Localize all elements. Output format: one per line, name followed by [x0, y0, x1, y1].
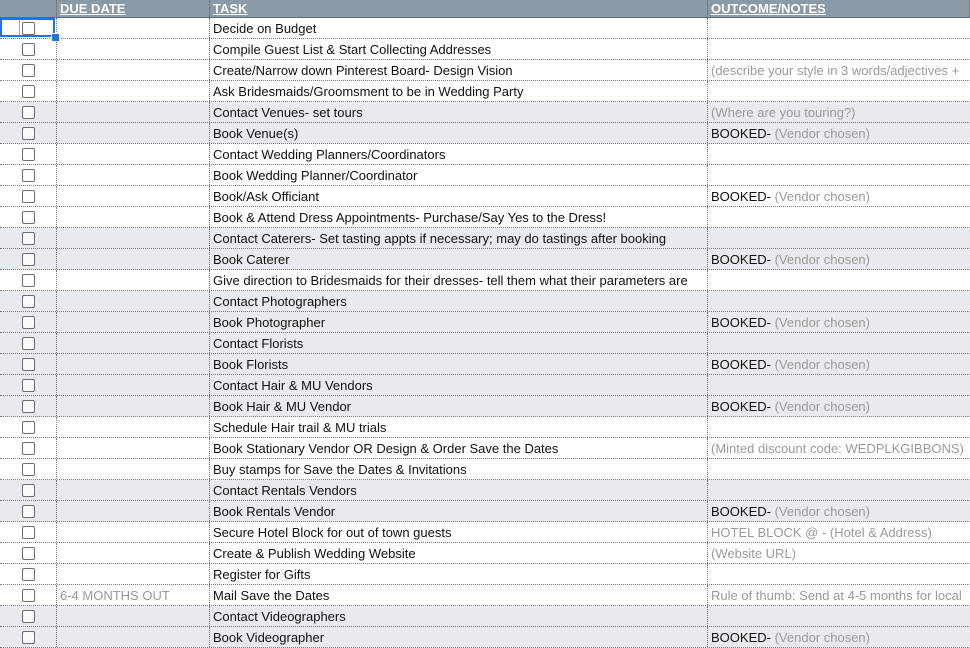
table-row — [0, 522, 970, 543]
table-row — [0, 333, 970, 354]
due-date-cell[interactable] — [57, 564, 210, 584]
table-row — [0, 627, 970, 648]
table-row — [0, 564, 970, 585]
notes-content — [711, 315, 870, 330]
table-row — [0, 396, 970, 417]
notes-cell[interactable] — [708, 627, 970, 647]
task-cell[interactable]: Book Wedding Planner/Coordinator — [210, 165, 708, 185]
notes-cell[interactable] — [708, 333, 970, 353]
header-task[interactable] — [210, 0, 708, 17]
due-date-cell[interactable] — [57, 480, 210, 500]
note-text: (Vendor chosen) — [774, 398, 870, 414]
notes-cell[interactable] — [708, 396, 970, 416]
due-date-cell[interactable] — [57, 438, 210, 458]
header-due-date[interactable] — [57, 0, 210, 17]
notes-content — [711, 525, 932, 540]
checkbox-cell[interactable] — [0, 417, 57, 437]
task-cell[interactable]: Give direction to Bridesmaids for their dresses- tell them what their parameters are — [210, 270, 708, 290]
table-row — [0, 186, 970, 207]
notes-cell[interactable] — [708, 438, 970, 458]
task-checkbox[interactable] — [22, 442, 35, 455]
task-cell[interactable]: Contact Hair & MU Vendors — [210, 375, 708, 395]
task-rows — [0, 18, 970, 648]
due-date-cell[interactable] — [57, 60, 210, 80]
task-cell[interactable]: Book Venue(s) — [210, 123, 708, 143]
due-date-cell[interactable] — [57, 375, 210, 395]
table-row — [0, 375, 970, 396]
task-checkbox[interactable] — [22, 631, 35, 644]
task-checkbox[interactable] — [22, 568, 35, 581]
task-checkbox[interactable] — [22, 211, 35, 224]
checkbox-cell[interactable] — [0, 312, 57, 332]
booked-label: BOOKED- — [711, 188, 771, 204]
due-date-cell[interactable] — [57, 270, 210, 290]
due-date-cell[interactable] — [57, 102, 210, 122]
table-row — [0, 501, 970, 522]
table-row — [0, 165, 970, 186]
notes-cell[interactable] — [708, 375, 970, 395]
note-text: (Vendor chosen) — [774, 251, 870, 267]
task-cell[interactable]: Register for Gifts — [210, 564, 708, 584]
table-row — [0, 18, 970, 39]
note-text: (Website URL) — [711, 545, 797, 561]
table-row — [0, 543, 970, 564]
table-row — [0, 417, 970, 438]
checkbox-cell[interactable] — [0, 459, 57, 479]
note-text: Rule of thumb: Send at 4-5 months for local — [711, 587, 962, 603]
due-date-cell[interactable] — [57, 417, 210, 437]
notes-cell[interactable] — [708, 165, 970, 185]
note-text: (describe your style in 3 words/adjectives + — [711, 62, 960, 78]
checkbox-cell[interactable] — [0, 354, 57, 374]
table-row — [0, 123, 970, 144]
checkbox-cell[interactable] — [0, 123, 57, 143]
due-date-cell[interactable] — [57, 627, 210, 647]
task-checkbox[interactable] — [22, 295, 35, 308]
notes-cell[interactable] — [708, 39, 970, 59]
checkbox-cell[interactable] — [0, 60, 57, 80]
booked-label: BOOKED- — [711, 251, 771, 267]
checkbox-cell[interactable] — [0, 39, 57, 59]
task-cell[interactable]: Contact Florists — [210, 333, 708, 353]
notes-cell[interactable] — [708, 480, 970, 500]
due-date-cell[interactable] — [57, 228, 210, 248]
notes-cell[interactable] — [708, 417, 970, 437]
task-cell[interactable]: Ask Bridesmaids/Groomsment to be in Wedding Party — [210, 81, 708, 101]
checkbox-cell[interactable] — [0, 81, 57, 101]
notes-cell[interactable] — [708, 123, 970, 143]
due-date-cell[interactable] — [57, 249, 210, 269]
booked-label: BOOKED- — [711, 503, 771, 519]
task-checkbox[interactable] — [22, 610, 35, 623]
notes-content — [711, 126, 870, 141]
task-cell[interactable]: Contact Photographers — [210, 291, 708, 311]
task-checkbox[interactable] — [22, 253, 35, 266]
task-checkbox[interactable] — [22, 232, 35, 245]
notes-cell[interactable] — [708, 501, 970, 521]
task-checkbox[interactable] — [22, 379, 35, 392]
checkbox-cell[interactable] — [0, 270, 57, 290]
task-checkbox[interactable] — [22, 589, 35, 602]
task-cell[interactable]: Mail Save the Dates — [210, 585, 708, 605]
task-cell[interactable]: Book/Ask Officiant — [210, 186, 708, 206]
notes-content — [711, 399, 870, 414]
table-row — [0, 102, 970, 123]
task-checkbox[interactable] — [22, 337, 35, 350]
header-task-label: TASK — [213, 1, 248, 16]
due-date-cell[interactable] — [57, 18, 210, 38]
booked-label: BOOKED- — [711, 314, 771, 330]
table-row — [0, 291, 970, 312]
notes-cell[interactable] — [708, 564, 970, 584]
checkbox-cell[interactable] — [0, 627, 57, 647]
checkbox-cell[interactable] — [0, 249, 57, 269]
notes-cell[interactable] — [708, 81, 970, 101]
note-text: (Minted discount code: WEDPLKGIBBONS) — [711, 440, 964, 456]
checkbox-cell[interactable] — [0, 207, 57, 227]
notes-cell[interactable] — [708, 459, 970, 479]
table-row — [0, 39, 970, 60]
note-text: (Vendor chosen) — [774, 125, 870, 141]
task-checkbox[interactable] — [22, 106, 35, 119]
checkbox-cell[interactable] — [0, 228, 57, 248]
notes-cell[interactable] — [708, 186, 970, 206]
due-date-cell[interactable] — [57, 459, 210, 479]
notes-cell[interactable] — [708, 228, 970, 248]
table-row — [0, 606, 970, 627]
task-checkbox[interactable] — [22, 547, 35, 560]
task-cell[interactable]: Book Florists — [210, 354, 708, 374]
task-checkbox[interactable] — [22, 190, 35, 203]
task-checkbox[interactable] — [22, 400, 35, 413]
note-text: HOTEL BLOCK @ - (Hotel & Address) — [711, 524, 932, 540]
header-due-date-label: DUE DATE — [60, 1, 126, 16]
checkbox-cell[interactable] — [0, 333, 57, 353]
notes-cell[interactable] — [708, 543, 970, 563]
table-row — [0, 81, 970, 102]
task-cell[interactable]: Contact Venues- set tours — [210, 102, 708, 122]
notes-cell[interactable] — [708, 249, 970, 269]
due-date-cell[interactable] — [57, 144, 210, 164]
due-date-cell[interactable] — [57, 543, 210, 563]
due-date-cell[interactable] — [57, 165, 210, 185]
fill-handle[interactable] — [51, 33, 60, 42]
note-text: (Where are you touring?) — [711, 104, 856, 120]
due-date-cell[interactable] — [57, 312, 210, 332]
task-checkbox[interactable] — [22, 358, 35, 371]
checkbox-cell[interactable] — [0, 606, 57, 626]
checkbox-cell[interactable] — [0, 438, 57, 458]
table-row — [0, 60, 970, 81]
task-cell[interactable]: Book & Attend Dress Appointments- Purchase/Say Yes to the Dress! — [210, 207, 708, 227]
task-checkbox[interactable] — [22, 85, 35, 98]
note-text: (Vendor chosen) — [774, 503, 870, 519]
cell-divider — [19, 20, 20, 35]
checkbox-cell[interactable] — [0, 585, 57, 605]
booked-label: BOOKED- — [711, 629, 771, 645]
checkbox-cell[interactable] — [0, 522, 57, 542]
table-row — [0, 312, 970, 333]
task-checkbox[interactable] — [22, 148, 35, 161]
notes-cell[interactable] — [708, 354, 970, 374]
notes-content — [711, 63, 959, 78]
due-date-cell[interactable] — [57, 396, 210, 416]
task-cell[interactable]: Book Stationary Vendor OR Design & Order Save the Dates — [210, 438, 708, 458]
task-checkbox[interactable] — [22, 64, 35, 77]
due-date-cell[interactable] — [57, 291, 210, 311]
notes-cell[interactable] — [708, 18, 970, 38]
table-row — [0, 585, 970, 606]
task-checkbox[interactable] — [22, 274, 35, 287]
checkbox-cell[interactable] — [0, 396, 57, 416]
notes-cell[interactable] — [708, 102, 970, 122]
booked-label: BOOKED- — [711, 398, 771, 414]
task-cell[interactable]: Buy stamps for Save the Dates & Invitations — [210, 459, 708, 479]
due-date-cell[interactable]: 6-4 MONTHS OUT — [57, 585, 210, 605]
due-date-cell[interactable] — [57, 81, 210, 101]
task-cell[interactable]: Schedule Hair trail & MU trials — [210, 417, 708, 437]
checkbox-cell[interactable] — [0, 165, 57, 185]
due-date-cell[interactable] — [57, 207, 210, 227]
header-outcome-notes-label: OUTCOME/NOTES — [711, 1, 826, 16]
notes-content — [711, 588, 962, 603]
notes-cell[interactable] — [708, 585, 970, 605]
notes-cell[interactable] — [708, 291, 970, 311]
table-row — [0, 438, 970, 459]
checkbox-cell[interactable] — [0, 375, 57, 395]
notes-cell[interactable] — [708, 207, 970, 227]
notes-cell[interactable] — [708, 312, 970, 332]
task-cell[interactable]: Book Videographer — [210, 627, 708, 647]
task-cell[interactable]: Compile Guest List & Start Collecting Addresses — [210, 39, 708, 59]
note-text: (Vendor chosen) — [774, 314, 870, 330]
due-date-cell[interactable] — [57, 606, 210, 626]
notes-cell[interactable] — [708, 60, 970, 80]
note-text: (Vendor chosen) — [774, 356, 870, 372]
notes-content — [711, 252, 870, 267]
note-text: (Vendor chosen) — [774, 188, 870, 204]
table-row — [0, 459, 970, 480]
table-row — [0, 480, 970, 501]
task-checkbox[interactable] — [22, 127, 35, 140]
task-cell[interactable]: Create/Narrow down Pinterest Board- Design Vision — [210, 60, 708, 80]
notes-content — [711, 189, 870, 204]
due-date-cell[interactable] — [57, 501, 210, 521]
booked-label: BOOKED- — [711, 125, 771, 141]
task-cell[interactable]: Decide on Budget — [210, 18, 708, 38]
checkbox-cell[interactable] — [0, 102, 57, 122]
task-cell[interactable]: Create & Publish Wedding Website — [210, 543, 708, 563]
checkbox-cell[interactable] — [0, 144, 57, 164]
checkbox-cell[interactable] — [0, 564, 57, 584]
task-checkbox[interactable] — [22, 421, 35, 434]
checkbox-cell[interactable] — [0, 18, 57, 38]
header-checkbox-cell[interactable] — [0, 0, 57, 17]
table-row — [0, 249, 970, 270]
note-text: (Vendor chosen) — [774, 629, 870, 645]
due-date-cell[interactable] — [57, 522, 210, 542]
task-cell[interactable]: Secure Hotel Block for out of town guests — [210, 522, 708, 542]
checkbox-cell[interactable] — [0, 480, 57, 500]
notes-cell[interactable] — [708, 144, 970, 164]
table-row — [0, 270, 970, 291]
task-checkbox[interactable] — [22, 169, 35, 182]
task-checkbox[interactable] — [22, 43, 35, 56]
task-cell[interactable]: Contact Wedding Planners/Coordinators — [210, 144, 708, 164]
due-date-cell[interactable] — [57, 354, 210, 374]
notes-cell[interactable] — [708, 522, 970, 542]
task-cell[interactable]: Contact Rentals Vendors — [210, 480, 708, 500]
notes-content — [711, 105, 856, 120]
table-row — [0, 354, 970, 375]
checkbox-cell[interactable] — [0, 186, 57, 206]
notes-content — [711, 441, 964, 456]
notes-cell[interactable] — [708, 270, 970, 290]
due-date-cell[interactable] — [57, 186, 210, 206]
header-outcome-notes[interactable] — [708, 0, 970, 17]
task-checkbox[interactable] — [22, 463, 35, 476]
task-checkbox[interactable] — [22, 526, 35, 539]
checkbox-cell[interactable] — [0, 543, 57, 563]
table-row — [0, 144, 970, 165]
notes-content — [711, 630, 870, 645]
due-date-cell[interactable] — [57, 123, 210, 143]
task-checkbox[interactable] — [22, 316, 35, 329]
task-cell[interactable]: Book Rentals Vendor — [210, 501, 708, 521]
table-row — [0, 228, 970, 249]
header-row — [0, 0, 970, 18]
notes-content — [711, 357, 870, 372]
task-cell[interactable]: Contact Videographers — [210, 606, 708, 626]
table-row — [0, 207, 970, 228]
checkbox-cell[interactable] — [0, 501, 57, 521]
notes-content — [711, 504, 870, 519]
task-cell[interactable]: Book Photographer — [210, 312, 708, 332]
task-cell[interactable]: Book Hair & MU Vendor — [210, 396, 708, 416]
due-date-cell[interactable] — [57, 39, 210, 59]
notes-cell[interactable] — [708, 606, 970, 626]
task-checkbox[interactable] — [22, 22, 35, 35]
booked-label: BOOKED- — [711, 356, 771, 372]
due-date-cell[interactable] — [57, 333, 210, 353]
task-cell[interactable]: Book Caterer — [210, 249, 708, 269]
task-checkbox[interactable] — [22, 505, 35, 518]
task-checkbox[interactable] — [22, 484, 35, 497]
notes-content — [711, 546, 796, 561]
checkbox-cell[interactable] — [0, 291, 57, 311]
task-cell[interactable]: Contact Caterers- Set tasting appts if necessary; may do tastings after booking — [210, 228, 708, 248]
